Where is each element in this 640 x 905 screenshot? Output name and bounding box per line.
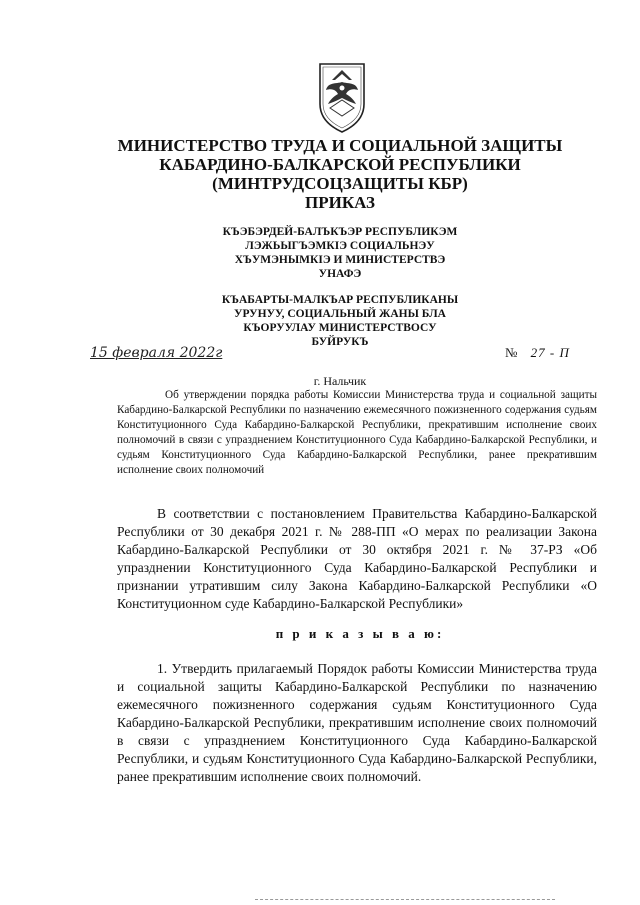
ministry-title-line-1: МИНИСТЕРСТВО ТРУДА И СОЦИАЛЬНОЙ ЗАЩИТЫ bbox=[117, 136, 563, 155]
ministry-title-line-2: КАБАРДИНО-БАЛКАРСКОЙ РЕСПУБЛИКИ bbox=[159, 155, 521, 174]
number-sign: № bbox=[505, 345, 518, 360]
ministry-title-block bbox=[60, 136, 620, 212]
order-number bbox=[505, 345, 570, 361]
ministry-title-line-3: (МИНТРУДСОЦЗАЩИТЫ КБР) bbox=[212, 174, 468, 193]
preamble-paragraph: В соответствии с постановлением Правительства Кабардино-Балкарской Республики от 30 декабря 2021 г. № 288-ПП «О мерах по реализации Закона Кабардино-Балкарской Республики от 30 октября 2021 г. № 37-РЗ «Об упразднении Конституционного Суда Кабардино-Балкарской Республики и признании утратившим силу Закона Кабардино-Балкарской Республики «О Конституционном суде Кабардино-Балкарской Республики» bbox=[117, 506, 597, 611]
footer-divider bbox=[255, 899, 555, 901]
order-keyword: п р и к а з ы в а ю: bbox=[275, 626, 445, 641]
kabardian-line-4: УНАФЭ bbox=[318, 268, 362, 280]
order-subject: Об утверждении порядка работы Комиссии Министерства труда и социальной защиты Кабардино-Балкарской Республики по назначению ежемесячного пожизненного содержания судьям Конституционного Суда Кабардино-Балкарской Республики, прекратившим исполнение своих полномочий в связи с упразднением Конституционного Суда Кабардино-Балкарской Республики, и судьям Конституционного Суда Кабардино-Балкарской Республики, ранее прекратившим исполнение своих полномочий bbox=[117, 389, 597, 476]
coat-of-arms-icon bbox=[316, 60, 368, 134]
city-label: г. Нальчик bbox=[313, 374, 367, 388]
balkar-line-2: УРУНУУ, СОЦИАЛЬНЫЙ ЖАНЫ БЛА bbox=[234, 308, 446, 320]
kabardian-line-3: ХЪУМЭНЫМКIЭ И МИНИСТЕРСТВЭ bbox=[234, 254, 446, 266]
handwritten-number: 27 - П bbox=[530, 345, 570, 360]
doc-type-title: ПРИКАЗ bbox=[305, 193, 375, 212]
handwritten-date: 15 февраля 2022г bbox=[90, 345, 223, 361]
balkar-line-4: БУЙРУКЪ bbox=[311, 336, 369, 348]
kabardian-title-block bbox=[60, 225, 620, 281]
order-item-1: 1. Утвердить прилагаемый Порядок работы Комиссии Министерства труда и социальной защиты Кабардино-Балкарской Республики по назначению ежемесячного пожизненного содержания судьям Конституционного Суда Кабардино-Балкарской Республики, прекратившим исполнение своих полномочий в связи с упразднением Конституционного Суда Кабардино-Балкарской Республики, и судьям Конституционного Суда Кабардино-Балкарской Республики, ранее прекратившим исполнение своих полномочий. bbox=[117, 661, 597, 784]
balkar-line-3: КЪОРУУЛАУ МИНИСТЕРСТВОСУ bbox=[243, 322, 437, 334]
kabardian-line-1: КЪЭБЭРДЕЙ-БАЛЪКЪЭР РЕСПУБЛИКЭМ bbox=[222, 226, 458, 238]
balkar-title-block bbox=[60, 293, 620, 349]
balkar-line-1: КЪАБАРТЫ-МАЛКЪАР РЕСПУБЛИКАНЫ bbox=[221, 294, 459, 306]
kabardian-line-2: ЛЭЖЬЫГЪЭМКIЭ СОЦИАЛЬНЭУ bbox=[245, 240, 435, 252]
